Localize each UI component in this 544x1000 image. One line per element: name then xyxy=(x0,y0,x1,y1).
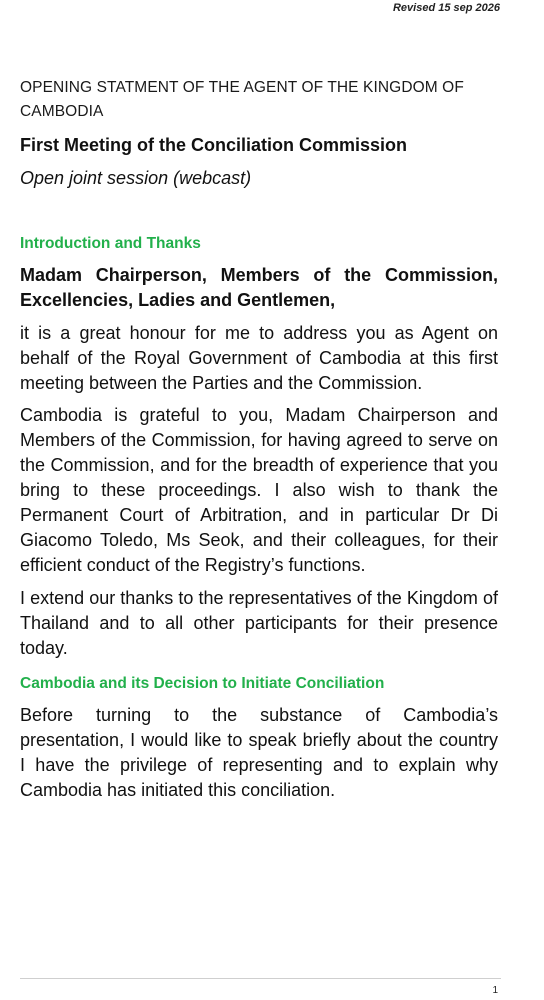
page-number: 1 xyxy=(492,985,498,996)
paragraph-thanks-participants: I extend our thanks to the representatives of the Kingdom of Thailand and to all other participants for their presence today. xyxy=(20,588,498,658)
footer-divider xyxy=(20,978,501,979)
section-heading-introduction: Introduction and Thanks xyxy=(20,235,201,252)
document-title: OPENING STATMENT OF THE AGENT OF THE KINGDOM OF CAMBODIA xyxy=(20,79,464,120)
section-heading-decision: Cambodia and its Decision to Initiate Conciliation xyxy=(20,675,385,692)
paragraph-gratitude: Cambodia is grateful to you, Madam Chairperson and Members of the Commission, for having agreed to serve on the Commission, and for the breadth of experience that you bring to these proceedings. I also wish to thank the Permanent Court of Arbitration, and in particular Dr Di Giacomo Toledo, Ms Seok, and their colleagues, for their efficient conduct of the Registry’s functions. xyxy=(20,405,498,575)
salutation: Madam Chairperson, Members of the Commission, Excellencies, Ladies and Gentlemen, xyxy=(20,265,498,310)
paragraph-before-turning: Before turning to the substance of Cambodia’s presentation, I would like to speak briefly about the country I have the privilege of representing and to explain why Cambodia has initiated this conciliation. xyxy=(20,705,498,800)
document-subtitle: First Meeting of the Conciliation Commission xyxy=(20,135,408,155)
paragraph-honour: it is a great honour for me to address you as Agent on behalf of the Royal Government of Cambodia at this first meeting between the Parties and the Commission. xyxy=(20,323,498,393)
revised-date: Revised 15 sep 2026 xyxy=(392,2,500,14)
session-label: Open joint session (webcast) xyxy=(20,168,252,188)
